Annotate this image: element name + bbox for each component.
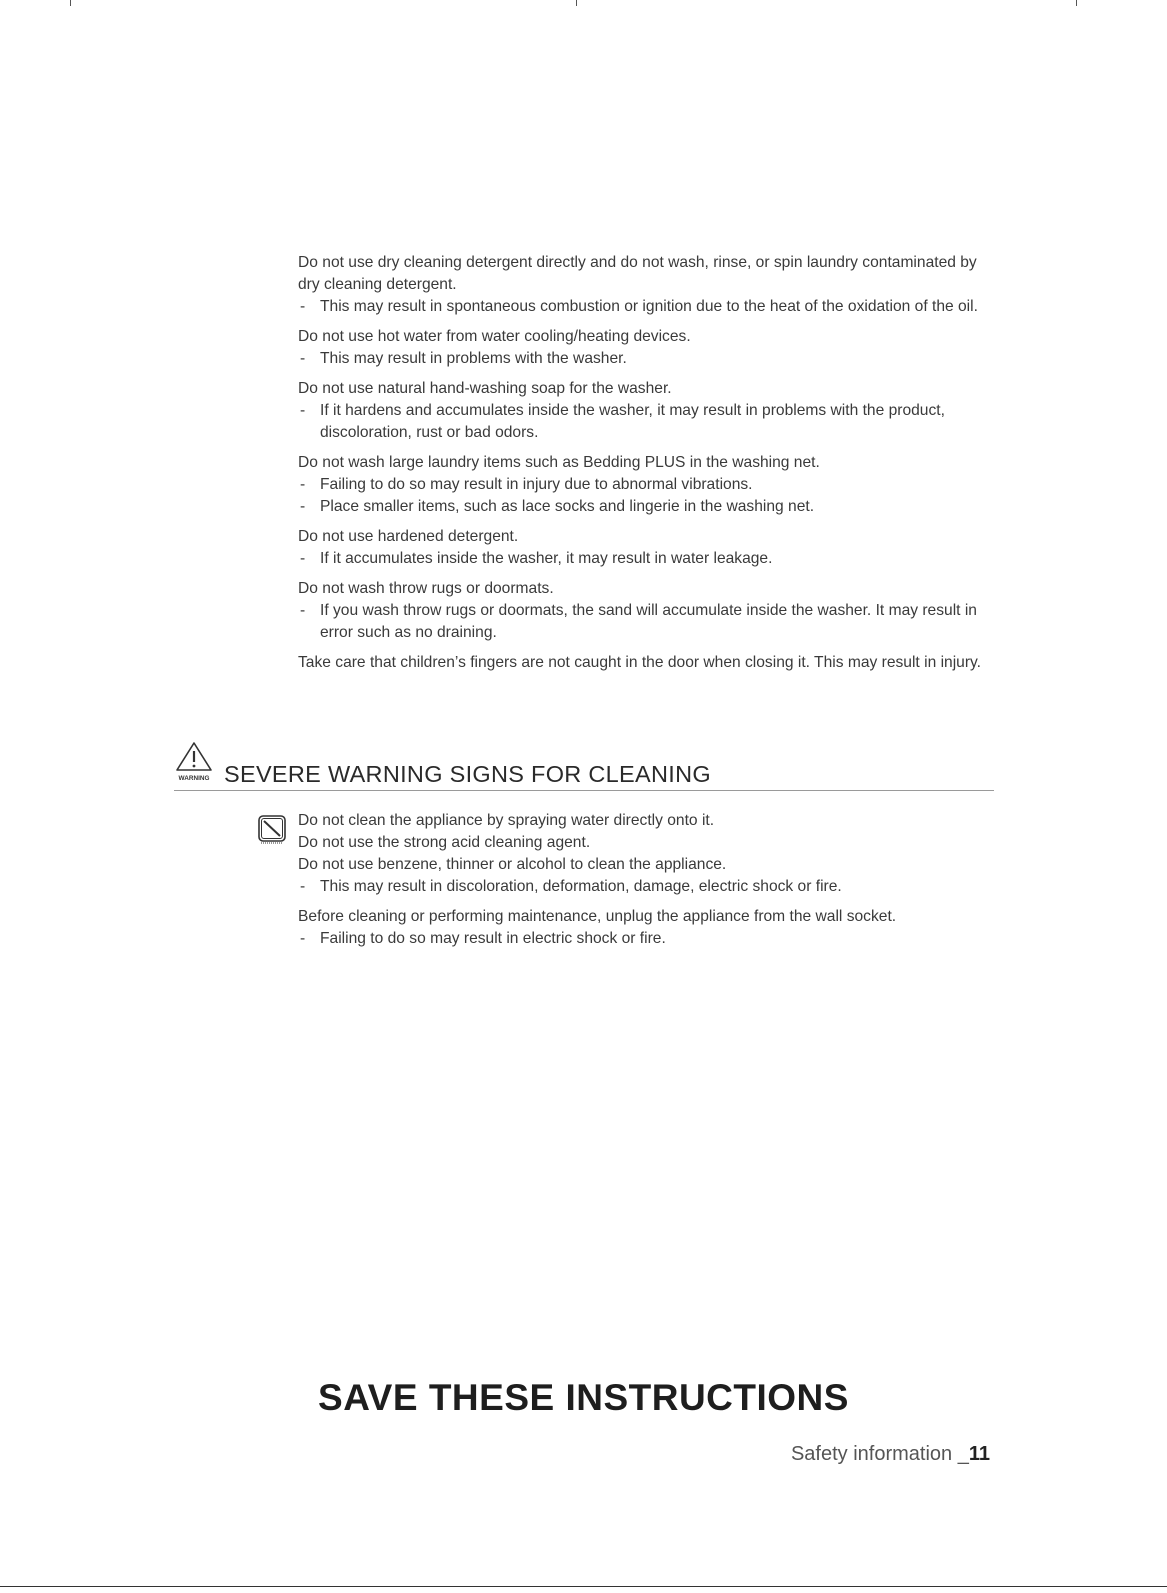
item-text: Do not use natural hand-washing soap for the washer. [298,380,672,397]
item-text: Do not wash throw rugs or doormats. [298,580,554,597]
item-text: Do not use the strong acid cleaning agent. [298,834,591,851]
item-subpoint: - This may result in spontaneous combustion or ignition due to the heat of the oxidation of the oil. [298,296,998,318]
safety-item [298,578,998,644]
item-text: Do not use hardened detergent. [298,528,519,545]
page-footer [791,1443,990,1466]
safety-item [298,652,998,674]
warning-heading [174,740,994,791]
item-text: Do not clean the appliance by spraying water directly onto it. [298,812,715,829]
warning-triangle-icon [174,740,214,786]
crop-mark [70,0,71,6]
cleaning-items [298,810,998,958]
save-instructions-heading: SAVE THESE INSTRUCTIONS [318,1377,849,1418]
crop-mark [1076,0,1077,6]
safety-item [298,452,998,518]
item-subpoint: - If it accumulates inside the washer, it may result in water leakage. [298,548,998,570]
bottom-rule [0,1586,1167,1587]
item-text: Do not use benzene, thinner or alcohol to clean the appliance. [298,856,727,873]
item-subpoint: - If you wash throw rugs or doormats, the sand will accumulate inside the washer. It may result in error such as no draining. [298,600,998,644]
item-text: Do not use dry cleaning detergent directly and do not wash, rinse, or spin laundry contaminated by dry cleaning detergent. [298,254,977,293]
svg-text:WARNING: WARNING [178,775,210,782]
safety-item [298,252,998,318]
safety-item [298,526,998,570]
item-subpoint: - Failing to do so may result in electric shock or fire. [298,928,998,950]
prohibited-icon [256,813,288,845]
safety-item [298,378,998,444]
item-subpoint: - Failing to do so may result in injury due to abnormal vibrations. [298,474,998,496]
item-subpoint: - This may result in discoloration, deformation, damage, electric shock or fire. [298,876,998,898]
safety-item [298,326,998,370]
item-subpoint: - Place smaller items, such as lace socks and lingerie in the washing net. [298,496,998,518]
crop-mark [576,0,577,6]
item-subpoint: - If it hardens and accumulates inside the washer, it may result in problems with the product, discoloration, rust or bad odors. [298,400,998,444]
warning-title: SEVERE WARNING SIGNS FOR CLEANING [224,761,711,787]
item-subpoint: - This may result in problems with the washer. [298,348,998,370]
item-text: Do not use hot water from water cooling/heating devices. [298,328,691,345]
safety-items [298,252,998,682]
safety-item [298,906,998,950]
footer-label: Safety information _ [790,1443,969,1465]
item-text: Take care that children’s fingers are not caught in the door when closing it. This may result in injury. [298,654,982,671]
item-text: Do not wash large laundry items such as Bedding PLUS in the washing net. [298,454,820,471]
item-text: Before cleaning or performing maintenance, unplug the appliance from the wall socket. [298,908,897,925]
page-number: 11 [968,1443,990,1465]
safety-item [298,810,998,898]
